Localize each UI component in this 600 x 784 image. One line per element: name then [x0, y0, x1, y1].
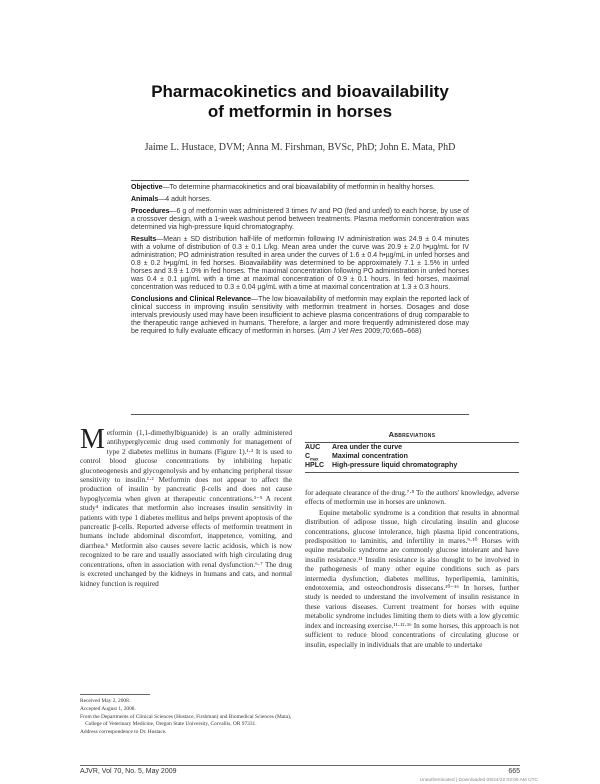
drop-cap: M — [80, 424, 105, 455]
abbreviation-meaning: Area under the curve — [332, 444, 403, 451]
article-title — [60, 82, 540, 122]
animals-label: Animals — [131, 196, 159, 203]
affiliation-note: From the Departments of Clinical Sciences (Hustace, Firshman) and Biomedical Sciences (Mata), College of Veterinary Medicine, Oregon State University, Corvallis, OR 97331. — [80, 714, 292, 727]
citation-journal: Am J Vet Res — [319, 328, 363, 335]
download-stamp: Unauthenticated | Downloaded 09/24/22 03:09 AM UTC — [419, 778, 538, 783]
abstract-results — [131, 236, 469, 292]
footnote-rule — [80, 694, 150, 695]
accepted-date: Accepted August 1, 2008. — [80, 706, 136, 712]
abbreviation-row — [305, 461, 519, 470]
abbreviation-meaning: High-pressure liquid chromatography — [332, 462, 458, 469]
body-right-paragraph-2: Equine metabolic syndrome is a condition that results in abnormal distribution of adipose tissue, high circulating insulin and glucose concentrations, glucose intolerance, high plasma lipid concentrations, predisposition to laminitis, and infertility in mares.⁹·¹⁰ Horses with equine metabolic syndrome are commonly glucose intolerant and have insulin resistance.¹¹ Insulin resistance is also thought to be involved in the pathogenesis of many other equine conditions such as pars intermedia dysfunction, diabetes mellitus, hyperlipemia, laminitis, endotoxemia, and osteochondrosis dissecans.¹⁰⁻¹⁶ In horses, further study is needed to understand the involvement of insulin resistance in these various diseases. Current treatment for horses with equine metabolic syndrome includes limiting them to diets with a low glycemic index and increasing exercise.¹¹·¹²·¹⁶ In some horses, this approach is not sufficient to reduce blood concentrations of circulating glucose or insulin, especially in individuals that are unable to undertake — [305, 507, 519, 649]
results-text: —Mean ± SD distribution half-life of metformin following IV administration was 24.9 ± 0.4 minutes with a volume of distribution of 0.3 ± 0.1 L/kg. Mean area under the curve was 20.9 ± 2.0 h•µg/mL for IV administration; PO administration resulted in area under the curves of 1.6 ± 0.4 h•µg/mL in unfed horses and 0.8 ± 0.2 h•µg/mL in fed horses. Bioavailability was determined to be approximately 7.1 ± 1.5% in unfed horses and 3.9 ± 1.0% in fed horses. The maximal concentration following PO administration in unfed horses was 0.4 ± 0.1 µg/mL with a time at maximal concentration of 0.9 ± 0.1 hours. In fed horses, maximal concentration was reduced to 0.3 ± 0.04 µg/mL with a time at maximal concentration at 1.3 ± 0.3 hours. — [131, 236, 469, 291]
procedures-label: Procedures — [131, 208, 170, 215]
body-left-column — [80, 424, 292, 588]
abbreviation-meaning: Maximal concentration — [332, 453, 408, 460]
abstract-bottom-rule — [131, 414, 469, 415]
body-right-column — [305, 488, 519, 649]
author-list: Jaime L. Hustace, DVM; Anna M. Firshman, BVSc, PhD; John E. Mata, PhD — [144, 142, 456, 153]
abbreviations-bottom-rule — [305, 472, 519, 473]
abstract-objective — [131, 184, 469, 192]
title-line-1: Pharmacokinetics and bioavailability — [151, 82, 449, 101]
received-date: Received May 2, 2008. — [80, 698, 131, 704]
footer-rule — [80, 765, 520, 766]
title-line-2: of metformin in horses — [207, 102, 393, 121]
citation-rest: 2009;70:665–668) — [362, 328, 422, 335]
abbreviation-key: HPLC — [305, 462, 325, 469]
objective-text: —To determine pharmacokinetics and oral bioavailability of metformin in healthy horses. — [162, 184, 435, 191]
journal-citation: AJVR, Vol 70, No. 5, May 2009 — [80, 768, 177, 775]
abstract-animals — [131, 196, 469, 204]
abstract-conclusions — [131, 296, 469, 336]
footnotes — [80, 698, 292, 737]
abbreviation-row — [305, 443, 519, 452]
abbreviations-box — [305, 430, 519, 473]
body-right-paragraph-1: for adequate clearance of the drug.⁷·⁸ To the authors' knowledge, adverse effects of metformin use in horses are unknown. — [305, 488, 519, 507]
abbreviation-row — [305, 452, 519, 461]
abbreviations-heading: Abbreviations — [305, 430, 519, 443]
abstract — [131, 184, 469, 340]
conclusions-label: Conclusions and Clinical Relevance — [131, 296, 252, 303]
abbreviation-key: $C_{max}$ — [305, 453, 319, 462]
objective-label: Objective — [131, 184, 163, 191]
animals-text: —4 adult horses. — [158, 196, 212, 203]
results-label: Results — [131, 236, 157, 243]
abbreviation-key: AUC — [305, 444, 321, 451]
page-number: 665 — [508, 768, 520, 775]
abbreviation-key-subscript: max — [310, 456, 319, 462]
correspondence-note: Address correspondence to Dr. Hustace. — [80, 729, 167, 735]
conclusions-text: —The low bioavailability of metformin may explain the reported lack of clinical success in improving insulin sensitivity with metformin treatment in horses. Dosages and dose intervals previously used may have been insufficient to achieve plasma concentrations of drug comparable to the therapeutic range achieved in humans. Therefore, a larger and more frequently administered dose may be required to fully evaluate efficacy of metformin in horses. ( — [131, 296, 469, 335]
abstract-procedures — [131, 208, 469, 232]
procedures-text: —6 g of metformin was administered 3 times IV and PO (fed and unfed) to each horse, by use of a crossover design, with a 1-week washout period between treatments. Plasma metformin concentration was determined via high-pressure liquid chromatography. — [131, 208, 469, 231]
body-left-text: etformin (1,1-dimethylbiguanide) is an orally administered antihyperglycemic drug used commonly for management of type 2 diabetes mellitus in humans (Figure 1).¹·² It is used to control blood glucose concentrations by inhibiting hepatic gluconeogenesis and glycogenolysis and by enhancing peripheral tissue sensitivity to insulin.¹·² Metformin does not appear to affect the production of insulin by pancreatic β-cells and does not cause hypoglycemia when given at therapeutic concentrations.³⁻⁵ A recent study⁴ indicates that metformin also increases insulin sensitivity in patients with type 1 diabetes mellitus and helps prevent apoptosis of the pancreatic β-cells. Reported adverse effects of metformin treatment in humans include abdominal discomfort, inappetence, vomiting, and diarrhea.⁶ Metformin also causes severe lactic acidosis, which is now recognized to be rare and usually associated with high circulating drug concentrations, often in association with renal dysfunction.⁶·⁷ The drug is excreted unchanged by the kidneys in humans and cats, and normal kidney function is required — [80, 428, 292, 588]
abstract-top-rule — [131, 180, 469, 181]
